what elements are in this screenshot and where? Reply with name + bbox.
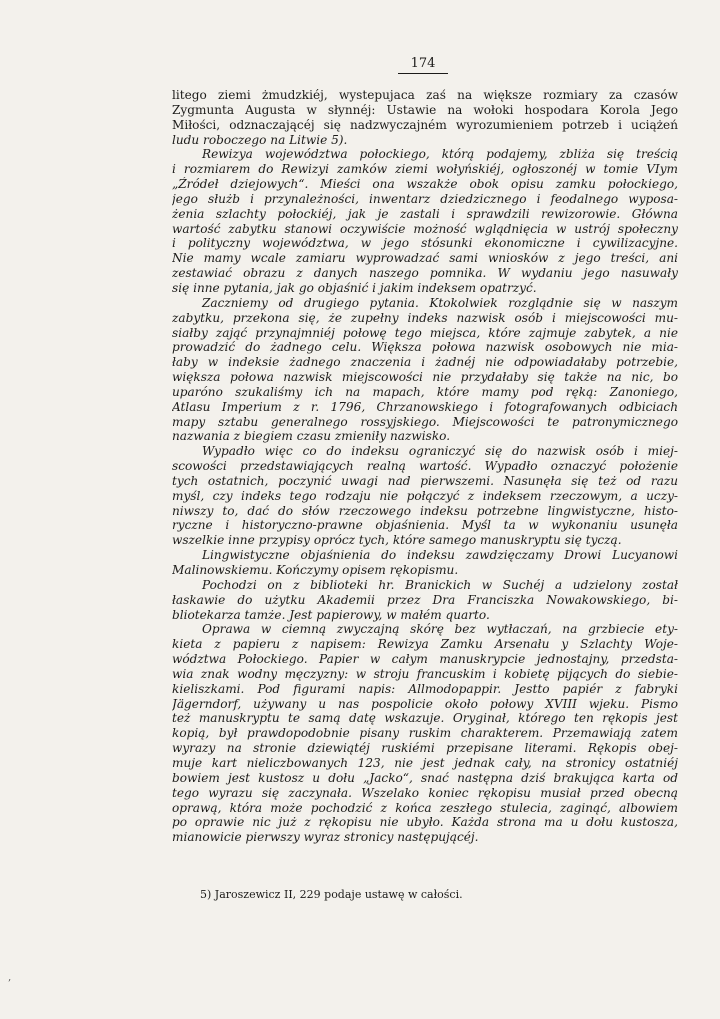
text-line: żenia szlachty połockiéj, jak je zastali i sprawdzili rewizorowie. Główna	[172, 206, 678, 221]
text-line: wia znak wodny męczyzny: w stroju francuskim i kobietę pijących do siebie-	[172, 666, 678, 681]
text-line: i rozmiarem do Rewizyi zamków ziemi wołyńskiéj, ogłoszonéj w tomie VIym	[172, 162, 678, 177]
text-line: litego ziemi żmudzkiéj, wystepujaca zaś na większe rozmiary za czasów	[172, 88, 678, 102]
text-line: scowości przedstawiających realną wartość. Wypadło oznaczyć położenie	[172, 459, 678, 474]
text-line: się inne pytania, jak go objaśnić i jakim indeksem opatrzyć.	[172, 280, 537, 295]
text-line: kieliszkami. Pod figurami napis: Allmodopappir. Jestto papiér z fabryki	[172, 681, 678, 696]
text-line: prowadzić do żadnego celu. Większa połowa nazwisk osobowych nie mia-	[172, 340, 678, 355]
text-line: zabytku, przekona się, że zupełny indeks nazwisk osób i miejscowości mu-	[172, 310, 678, 325]
text-line: uparóno szukaliśmy ich na mapach, które mamy pod ręką: Zanoniego,	[172, 384, 678, 399]
text-line: Oprawa w ciemną zwyczajną skórę bez wytłaczań, na grzbiecie ety-	[202, 622, 678, 637]
page-number: 174	[410, 56, 436, 71]
text-line: ryczne i historyczno-prawne objaśnienia. Myśl ta w wykonaniu usunęła	[172, 518, 678, 533]
text-line: wyrazy na stronie dziewiątéj ruskiémi przepisane literami. Rękopis obej-	[172, 741, 678, 756]
text-line: też manuskryptu te samą datę wskazuje. Oryginał, którego ten rękopis jest	[172, 711, 678, 726]
text-line: tych ostatnich, poczynić uwagi nad pierwszemi. Nasunęła się też od razu	[172, 473, 678, 488]
text-line: Lingwistyczne objaśnienia do indeksu zawdzięczamy Drowi Lucyanowi	[202, 548, 678, 563]
text-line: Zaczniemy od drugiego pytania. Ktokolwiek rozglądnie się w naszym	[202, 295, 678, 310]
text-line: po oprawie nic już z rękopisu nie ubyło. Każda strona ma u dołu kustosza,	[172, 815, 678, 830]
text-line: Malinowskiemu. Kończymy opisem rękopismu.	[172, 563, 459, 577]
text-line: myśl, czy indeks tego rodzaju nie połączyć z indeksem rzeczowym, a uczy-	[172, 488, 678, 503]
text-line: Wypadło więc co do indeksu ograniczyć się do nazwisk osób i miej-	[202, 444, 678, 459]
text-line: mapy sztabu generalnego rossyjskiego. Miejscowości te patronymicznego	[172, 414, 678, 429]
text-line: nazwania z biegiem czasu zmieniły nazwisko.	[172, 429, 451, 444]
text-line: zestawiać obrazu z danych naszego pomnika. W wydaniu jego nasuwały	[172, 266, 678, 281]
text-line: tego wyrazu się zaczynała. Wszelako koniec rękopisu musiał przed obecną	[172, 785, 678, 800]
body-text	[172, 88, 678, 845]
text-line: niwszy to, dać do słów rzeczowego indeksu potrzebne lingwistyczne, histo-	[172, 503, 678, 518]
text-line: Atlasu Imperium z r. 1796, Chrzanowskiego i fotografowanych odbiciach	[172, 399, 678, 414]
text-line: Jägerndorf, używany u nas pospolicie około połowy XVIII wjeku. Pismo	[172, 696, 678, 711]
text-line: muje kart nieliczbowanych 123, nie jest jednak cały, na stronicy ostatniéj	[172, 755, 678, 770]
text-line: bliotekarza tamże. Jest papierowy, w małém quarto.	[172, 607, 490, 622]
text-line: „Źródeł dziejowych“. Mieści ona wszakże obok opisu zamku połockiego,	[172, 177, 678, 192]
text-line: Miłości, odznaczającéj się nadzwyczajném wyrozumieniem potrzeb i uciążeń	[172, 117, 678, 132]
text-line: wartość zabytku stanowi oczywiście możność wglądnięcia w ustrój społeczny	[172, 221, 678, 236]
text-line: i polityczny województwa, w jego stósunki ekonomiczne i cywilizacyjne.	[172, 236, 678, 251]
text-line: Zygmunta Augusta w słynnéj: Ustawie na wołoki hospodara Korola Jego	[172, 102, 678, 117]
text-line: łaby w indeksie żadnego znaczenia i żadnéj nie odpowiadałaby potrzebie,	[172, 355, 678, 370]
text-line: wszelkie inne przypisy oprócz tych, które samego manuskryptu się tyczą.	[172, 533, 622, 548]
text-line: ludu roboczego na Litwie 5).	[172, 132, 348, 147]
text-line: Rewizya województwa połockiego, którą podajemy, zbliża się treścią	[202, 147, 678, 162]
text-line: Nie mamy wcale zamiaru wyprowadzać sami wniosków z jego treści, ani	[172, 251, 678, 266]
text-line: oprawą, która może pochodzić z końca zeszłego stulecia, zaginąć, albowiem	[172, 800, 678, 815]
text-line: kieta z papieru z napisem: Rewizya Zamku Arsenału y Szlachty Woje-	[172, 637, 678, 652]
text-line: większa połowa nazwisk miejscowości nie przydałaby się także na nic, bo	[172, 370, 678, 385]
text-line: bowiem jest kustosz u dołu „Jacko“, snać następna dziś brakująca karta od	[172, 770, 678, 785]
text-line: mianowicie pierwszy wyraz stronicy następującéj.	[172, 830, 479, 845]
text-line: siałby zająć przynajmniéj połowę tego miejsca, które zajmuje zabytek, a nie	[172, 325, 678, 340]
text-line: Pochodzi on z biblioteki hr. Branickich w Suchéj a udzielony został	[202, 577, 678, 592]
text-line: kopią, był prawdopodobnie pisany ruskim charakterem. Przemawiają zatem	[172, 726, 678, 741]
text-line: wództwa Połockiego. Papier w całym manuskrypcie jednostajny, przedsta-	[172, 652, 678, 667]
text-line: łaskawie do użytku Akademii przez Dra Franciszka Nowakowskiego, bi-	[172, 592, 678, 607]
margin-mark: ‚	[8, 972, 12, 983]
footnote: 5) Jaroszewicz II, 229 podaje ustawę w całości.	[200, 888, 463, 901]
page-number-rule	[398, 73, 448, 74]
text-line: jego służb i przynależności, inwentarz dziedzicznego i feodalnego wyposa-	[172, 191, 678, 206]
